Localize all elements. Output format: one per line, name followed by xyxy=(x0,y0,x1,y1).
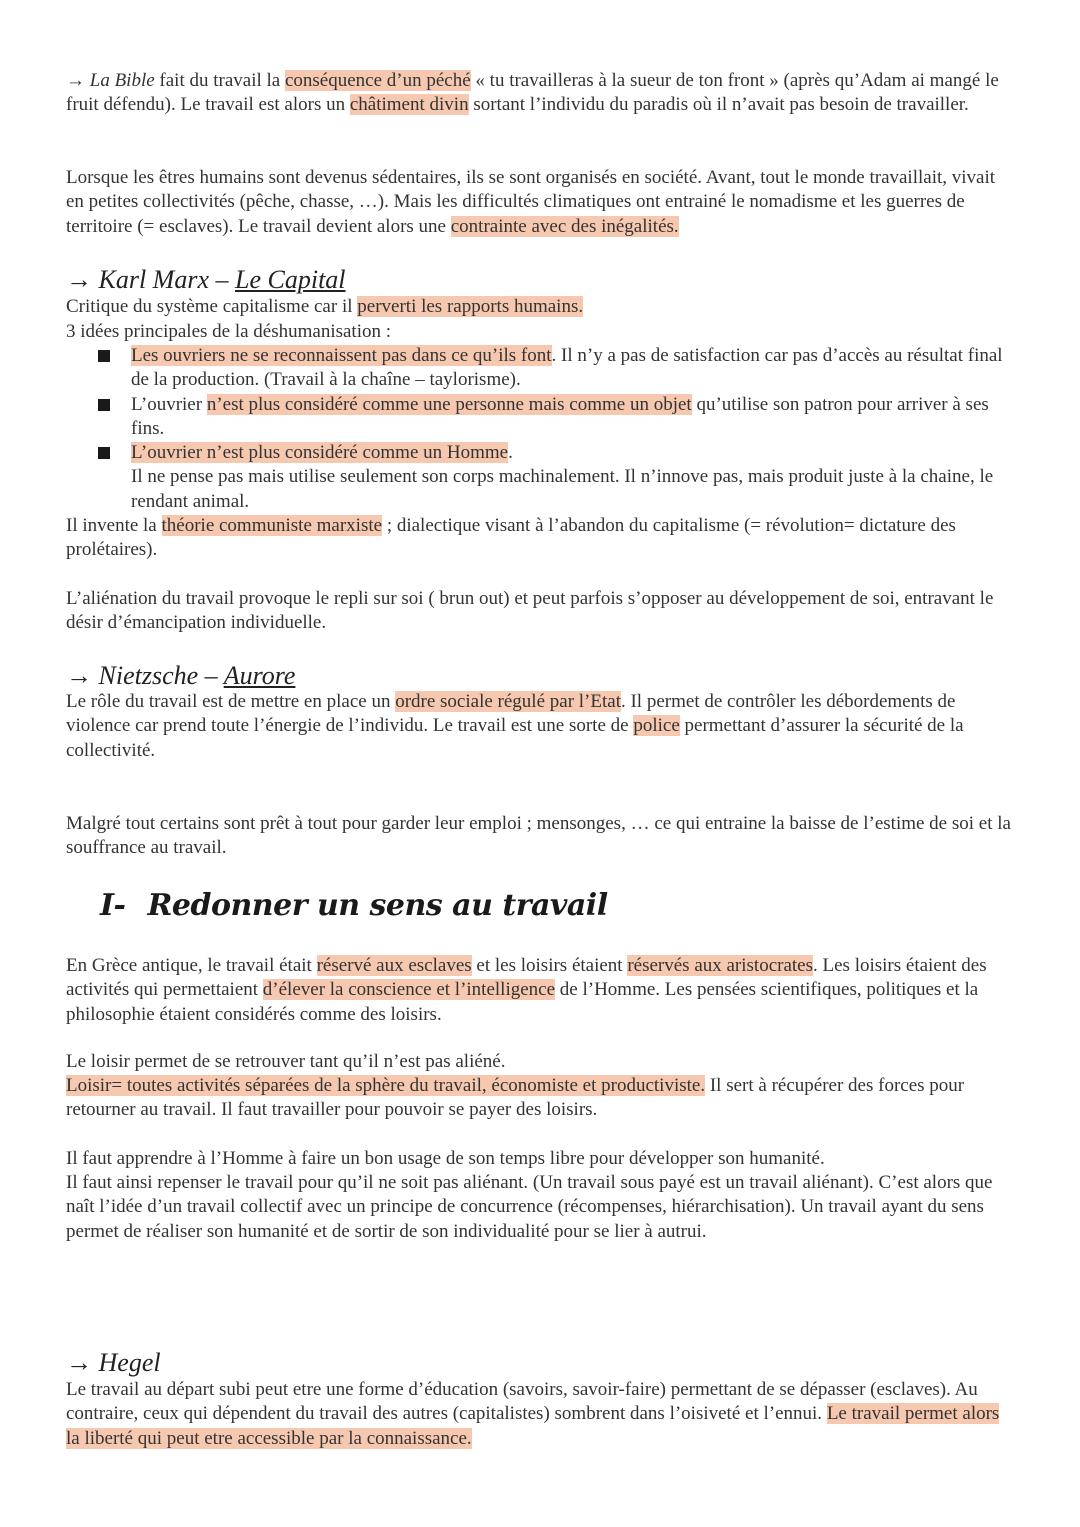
list-item xyxy=(98,344,1008,393)
section-title xyxy=(100,886,608,926)
hegel-heading xyxy=(66,1348,1016,1378)
highlight: conséquence d’un péché xyxy=(284,70,471,91)
highlight: Les ouvriers ne se reconnaissent pas dans ce qu’ils font xyxy=(131,345,552,366)
marx-heading xyxy=(66,265,1016,295)
text-run: ; dialectique visant à l’abandon du capitalisme (= révolution= dictature des prolétaires). xyxy=(66,515,956,561)
text-run: sortant l’individu du paradis où il n’avait pas besoin de travailler. xyxy=(468,94,969,116)
text-run: Critique du système capitalisme car il xyxy=(66,296,358,317)
section-number: I- xyxy=(100,888,126,923)
arrow-icon: → xyxy=(66,1348,92,1377)
book-title: Le Capital xyxy=(235,265,346,294)
text-run: et les loisirs étaient xyxy=(471,955,628,976)
list-item xyxy=(98,441,1008,514)
text-run: Le rôle du travail est de mettre en place un xyxy=(66,691,396,712)
arrow-icon: → xyxy=(66,265,92,294)
alienation-paragraph: L’aliénation du travail provoque le repli sur soi ( brun out) et peut parfois s’opposer au développement de soi, entravant le désir d’émancipation individuelle. xyxy=(66,588,994,634)
loisir-intro: Le loisir permet de se retrouver tant qu’il n’est pas aliéné. xyxy=(66,1051,506,1072)
text-run: permettant d’assurer la sécurité de la collectivité. xyxy=(66,715,964,761)
author-name: Karl Marx xyxy=(98,265,209,294)
text-run: qu’utilise son patron pour arriver à ses fins. xyxy=(131,393,989,439)
highlight: réservés aux aristocrates xyxy=(627,955,814,976)
dash: – xyxy=(209,265,235,294)
sedentary-paragraph xyxy=(66,166,1016,239)
bible-paragraph xyxy=(66,69,1016,118)
text-run: Il ne pense pas mais utilise seulement son corps machinalement. Il n’innove pas, mais produit juste à la chaine, le rendant animal. xyxy=(131,466,994,512)
text-run: . Les loisirs étaient des activités qui permettaient xyxy=(66,955,987,1001)
text-run: . xyxy=(508,442,513,464)
text-run: fait du travail la xyxy=(154,70,285,91)
text-run: En Grèce antique, le travail était xyxy=(66,955,317,976)
apprendre-paragraph: Il faut ainsi repenser le travail pour qu’il ne soit pas aliénant. (Un travail sous payé est un travail aliénant). C’est alors que naît l’idée d’un travail collectif avec un principe de concurrence (récompenses, hiérarchisation). Un travail ayant du sens permet de réaliser son humanité et de sortir de son individualité pour se lier à autrui. xyxy=(66,1172,993,1242)
book-title: Aurore xyxy=(223,661,296,690)
malgre-paragraph: Malgré tout certains sont prêt à tout pour garder leur emploi ; mensonges, … ce qui entraine la baisse de l’estime de soi et la souffrance au travail. xyxy=(66,813,1011,859)
text-run: « tu travailleras à la sueur de ton front » (après qu’Adam ai mangé le fruit défendu). Le travail est alors un xyxy=(66,70,999,116)
author-name: Nietzsche xyxy=(98,661,199,690)
highlight: Loisir= toutes activités séparées de la sphère du travail, économiste et productiviste. xyxy=(66,1075,706,1096)
square-bullet-icon xyxy=(98,447,110,459)
text-run: Il invente la xyxy=(66,515,162,536)
highlight: réservé aux esclaves xyxy=(316,955,472,976)
text-run: Lorsque les êtres humains sont devenus sédentaires, ils se sont organisés en société. Avant, tout le monde travaillait, vivait en petites collectivités (pêche, chasse, …). Mais les difficultés climatiques ont entrainé le nomadisme et les guerres de territoire (= esclaves). Le travail devient alors une xyxy=(66,167,996,237)
section-heading-text: Redonner un sens au travail xyxy=(147,888,608,923)
highlight: n’est plus considéré comme une personne mais comme un objet xyxy=(206,393,692,415)
highlight: d’élever la conscience et l’intelligence xyxy=(262,979,556,1001)
marx-bullet-list xyxy=(98,344,1008,514)
loisir-definition xyxy=(66,1074,1016,1123)
highlight: Le travail permet alors la liberté qui peut etre accessible par la connaissance. xyxy=(66,1403,1000,1449)
author-name: Hegel xyxy=(98,1348,161,1377)
highlight: théorie communiste marxiste xyxy=(161,515,383,536)
text-run: . Il permet de contrôler les débordements de violence car prend toute l’énergie de l’individu. Le travail est une sorte de xyxy=(66,691,956,737)
highlight: perverti les rapports humains. xyxy=(357,296,584,317)
bible-title: La Bible xyxy=(89,70,155,91)
grece-paragraph xyxy=(66,954,1016,1027)
marx-intro: 3 idées principales de la déshumanisation : xyxy=(66,321,392,342)
list-item xyxy=(98,393,1008,442)
highlight: police xyxy=(633,715,680,737)
nietzsche-heading xyxy=(66,661,1016,691)
dash: – xyxy=(198,661,224,690)
highlight: contrainte avec des inégalités. xyxy=(450,215,679,237)
highlight: ordre sociale régulé par l’Etat xyxy=(395,691,621,712)
nietzsche-paragraph xyxy=(66,690,1016,763)
marx-critique xyxy=(66,295,1016,319)
highlight: châtiment divin xyxy=(349,94,469,116)
marx-theory xyxy=(66,514,1016,563)
text-run: . Il n’y a pas de satisfaction car pas d’accès au résultat final de la production. (Travail à la chaîne – taylorisme). xyxy=(131,345,1003,391)
hegel-paragraph xyxy=(66,1378,1016,1451)
text-run: L’ouvrier xyxy=(131,393,207,415)
text-run: Il sert à récupérer des forces pour retourner au travail. Il faut travailler pour pouvoir se payer des loisirs. xyxy=(66,1075,965,1121)
arrow-icon: → xyxy=(66,70,85,91)
highlight: L’ouvrier n’est plus considéré comme un Homme xyxy=(131,442,509,464)
text-run: Le travail au départ subi peut etre une forme d’éducation (savoirs, savoir-faire) permettant de se dépasser (esclaves). Au contraire, ceux qui dépendent du travail des autres (capitalistes) sombrent dans l’oisiveté et l’ennui. xyxy=(66,1379,978,1425)
square-bullet-icon xyxy=(98,350,110,362)
square-bullet-icon xyxy=(98,399,110,411)
arrow-icon: → xyxy=(66,661,92,690)
apprendre-line: Il faut apprendre à l’Homme à faire un bon usage de son temps libre pour développer son humanité. xyxy=(66,1148,825,1169)
text-run: de l’Homme. Les pensées scientifiques, politiques et la philosophie étaient considérés comme des loisirs. xyxy=(66,979,979,1025)
